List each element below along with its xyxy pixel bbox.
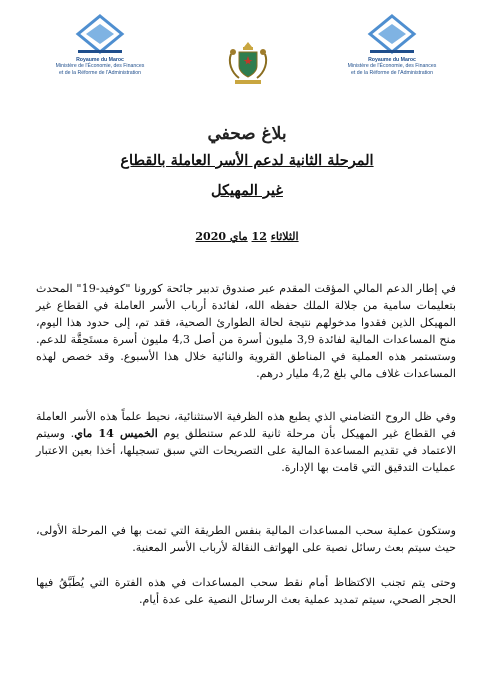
logo-ministry-line2: et de la Réforme de l'Administration (58, 69, 141, 76)
subtitle-line-1: المرحلة الثانية لدعم الأسر العاملة بالقطاع (120, 152, 374, 169)
paragraph-2-text-a: وفي ظل الروح التضامني الذي يطبع هذه الظرفية الاستثنائية، نحيط علماً هذه الأسر العاملة في القطاع غير المهيكل بأن مرحلة ثانية للدعم ستنطلق يوم (36, 410, 456, 440)
ministry-logo-left (30, 14, 170, 76)
ministry-mark-icon (70, 14, 130, 56)
logo-kingdom-label: Royaume du Maroc (368, 57, 416, 63)
paragraph-3 (36, 522, 456, 556)
logo-ministry-line1: Ministère de l'Économie, des Finances (55, 63, 145, 70)
paragraph-2-bold-date: الخميس 14 ماي (74, 426, 158, 440)
date-month-year: ماي 2020 (195, 230, 248, 243)
paragraph-1-text: في إطار الدعم المالي المؤقت المقدم عبر صندوق تدبير جائحة كورونا "كوفيد-19" المحدث بتعليمات سامية من جلالة الملك حفظه الله، لفائدة أرباب الأسر العاملة في القطاع غير المهيكل الذين فقدوا مدخولهم نتيجة لحالة الطوارئ الصحية، فقد تم، إلى حدود هذا اليوم، منح المساعدات المالية لفائدة 3,9 مليون أسرة من أصل 4,3 مليون أسرة مستَحِقَّة للدعم. وستستمر هذه العملية في المناطق القروية والنائية خلال هذا الأسبوع. وقد خصص لهذه المساعدات غلاف مالي بلغ 4,2 مليار درهم. (36, 282, 456, 380)
subtitle-line-2: غير المهيكل (211, 182, 283, 199)
logo-ministry-line2: et de la Réforme de l'Administration (350, 69, 433, 76)
paragraph-2 (36, 408, 456, 476)
paragraph-4 (36, 574, 456, 608)
ministry-mark-icon (362, 14, 422, 56)
logo-kingdom-label: Royaume du Maroc (76, 57, 124, 63)
coat-of-arms-icon (223, 38, 273, 88)
letterhead (0, 14, 494, 84)
date-weekday: الثلاثاء (270, 230, 299, 243)
paragraph-4-text: وحتى يتم تجنب الاكتظاظ أمام نقط سحب المساعدات في هذه الفترة التي يُطَبَّقُ فيها الحجر الصحي، سيتم تمديد عملية بعث الرسائل النصية على عدة أيام. (36, 576, 456, 606)
paragraph-2-text-b: . وسيتم الاعتماد في تقديم المساعدة المالية على التصريحات التي سبق تسجيلها، أخذا بعين الاعتبار عمليات التدقيق التي قامت بها الإدارة. (36, 427, 456, 474)
paragraph-1 (36, 280, 456, 382)
paragraph-3-text: وستكون عملية سحب المساعدات المالية بنفس الطريقة التي تمت بها في المرحلة الأولى، حيث سيتم بعث رسائل نصية على الهواتف النقالة لأرباب الأسر المعنية. (36, 524, 456, 554)
ministry-logo-right (322, 14, 462, 76)
release-date (0, 230, 494, 243)
date-day: 12 (251, 230, 267, 243)
press-release-title: بلاغ صحفي (207, 124, 287, 144)
logo-ministry-line1: Ministère de l'Économie, des Finances (347, 63, 437, 70)
